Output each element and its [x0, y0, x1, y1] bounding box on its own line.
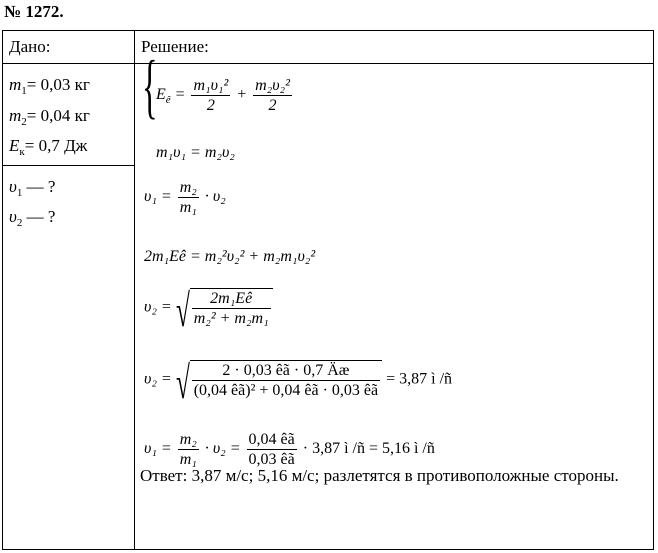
eq7-num2: 0,04 êã	[248, 431, 295, 448]
eq1-lhs-sub: ê	[165, 94, 171, 107]
given-m2-sub: 2	[21, 116, 27, 128]
eq4: 2m₁Eê = m₂²υ₂² + m₂m₁υ₂²	[144, 248, 316, 265]
eq7-rhs: · 3,87 ì /ñ = 5,16 ì /ñ	[302, 440, 435, 458]
eq6-sqrt	[175, 357, 382, 408]
eq5-sqrt	[175, 285, 273, 336]
given-ek-symbol: E	[9, 136, 20, 155]
given-m1	[9, 75, 90, 95]
eq7-lhs: υ₁ =	[144, 440, 172, 458]
column-divider	[134, 31, 135, 549]
eq1-frac2-den: 2	[268, 97, 277, 114]
eq3-lhs: υ₁ =	[144, 188, 172, 206]
eq7-den1: m₁	[179, 451, 197, 468]
radical-icon: √	[175, 285, 190, 336]
eq5-frac	[192, 289, 271, 328]
eq7-mid: · υ₂ =	[204, 440, 241, 458]
given-ek	[9, 136, 87, 156]
eq5	[144, 285, 273, 336]
eq6	[144, 357, 453, 408]
given-divider	[3, 165, 134, 166]
eq6-frac	[192, 361, 380, 400]
find-v1-symbol: υ	[9, 177, 17, 196]
eq6-radicand	[190, 360, 382, 400]
find-v2-symbol: υ	[9, 207, 17, 226]
eq3-den: m₁	[179, 199, 197, 216]
find-v2	[9, 207, 55, 227]
eq5-den: m₂² + m₂m₁	[193, 310, 269, 327]
find-v1	[9, 177, 55, 197]
given-m2-value: = 0,04 кг	[26, 106, 90, 125]
find-v2-value: — ?	[22, 207, 56, 226]
eq7-den2: 0,03 êã	[248, 451, 295, 468]
eq5-lhs: υ₂ =	[144, 298, 172, 316]
eq5-radicand	[190, 288, 273, 328]
eq6-lhs: υ₂ =	[144, 370, 172, 388]
eq3-frac	[178, 178, 199, 217]
eq3	[144, 178, 226, 217]
radical-icon: √	[175, 357, 190, 408]
eq1-frac1-den: 2	[206, 97, 215, 114]
eq1-plus: +	[236, 86, 248, 104]
eq6-rhs: = 3,87 ì /ñ	[386, 370, 453, 388]
given-m1-sub: 1	[21, 85, 27, 97]
answer-text: Ответ: 3,87 м/с; 5,16 м/с; разлетятся в противоположные стороны.	[140, 466, 619, 485]
eq1-lhs: E	[156, 86, 166, 104]
eq1-frac2	[253, 76, 292, 115]
eq1-frac1	[191, 76, 230, 115]
eq6-den: (0,04 êã)² + 0,04 êã · 0,03 êã	[193, 382, 379, 399]
find-v1-value: — ?	[22, 177, 56, 196]
solution-header: Решение:	[141, 37, 209, 56]
eq1-frac1-num: m₁υ₁²	[193, 77, 229, 94]
eq3-rhs: · υ₂	[204, 188, 226, 206]
eq5-num: 2m₁Eê	[192, 289, 271, 309]
given-ek-value: = 0,7 Дж	[24, 136, 88, 155]
given-m2	[9, 106, 90, 126]
eq1-equals: =	[174, 86, 186, 104]
eq1	[156, 76, 294, 115]
header-divider	[3, 63, 653, 64]
given-ek-sub: к	[19, 146, 25, 158]
find-v2-sub: 2	[16, 217, 23, 229]
eq7-num1: m₂	[179, 431, 197, 448]
eq3-num: m₂	[179, 179, 197, 196]
find-v1-sub: 1	[16, 187, 23, 199]
eq2: m₁υ₁ = m₂υ₂	[156, 144, 235, 161]
problem-number: № 1272.	[4, 2, 64, 21]
eq1-frac2-num: m₂υ₂²	[255, 77, 290, 94]
given-m2-symbol: m	[9, 106, 22, 125]
eq6-num: 2 · 0,03 êã · 0,7 Äæ	[192, 361, 380, 381]
given-header: Дано:	[9, 37, 51, 56]
given-m1-value: = 0,03 кг	[26, 75, 90, 94]
given-m1-symbol: m	[9, 75, 22, 94]
system-brace: {	[142, 46, 158, 126]
